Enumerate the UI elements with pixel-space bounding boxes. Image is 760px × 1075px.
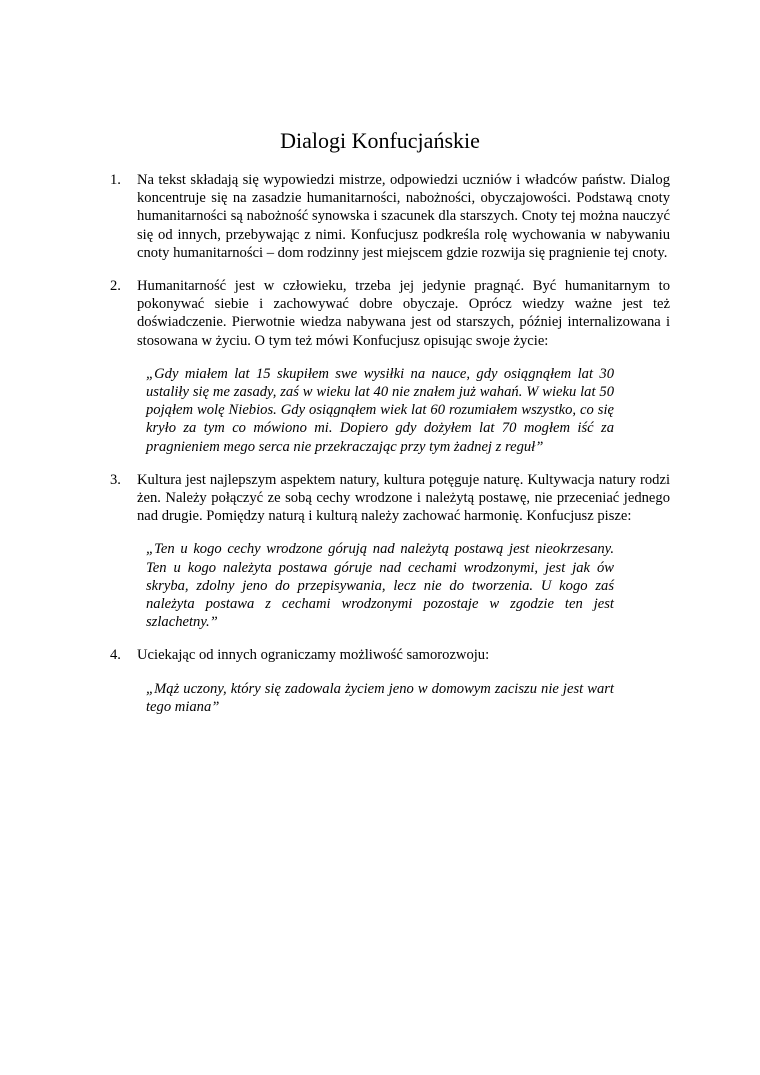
quote-block: „Mąż uczony, który się zadowala życiem jeno w domowym zaciszu nie jest wart tego miana”	[146, 680, 614, 715]
list-item-2	[110, 277, 670, 456]
paragraph: Humanitarność jest w człowieku, trzeba jej jedynie pragnąć. Być humanitarnym to pokonywać siebie i zachowywać dobre obyczaje. Oprócz wiedzy ważne jest też doświadczenie. Pierwotnie wiedza nabywana jest od starszych, później internalizowana i stosowana w życiu. O tym też mówi Konfucjusz opisując swoje życie:	[137, 278, 670, 349]
list-item-3	[110, 471, 670, 632]
paragraph: Uciekając od innych ograniczamy możliwość samorozwoju:	[137, 647, 490, 664]
quote-block: „Ten u kogo cechy wrodzone górują nad należytą postawą jest nieokrzesany. Ten u kogo należyta postawa góruje nad cechami wrodzonymi, jest jak ów skryba, zdolny jeno do przepisywania, lecz nie do tworzenia. U kogo zaś należyta postawa z cechami wrodzonymi pozostaje w zgodzie ten jest szlachetny.”	[146, 541, 614, 631]
list-item-1	[110, 171, 670, 262]
paragraph: Kultura jest najlepszym aspektem natury, kultura potęguje naturę. Kultywacja natury rodzi żen. Należy połączyć ze sobą cechy wrodzone i należytą postawę, nie przeceniać jednego nad drugie. Pomiędzy naturą i kulturą należy zachować harmonię. Konfucjusz pisze:	[137, 471, 670, 525]
document-title: Dialogi Konfucjańskie	[280, 128, 480, 153]
list-item-4	[110, 646, 670, 716]
quote-block: „Gdy miałem lat 15 skupiłem swe wysiłki na nauce, gdy osiągnąłem lat 30 ustaliły się me zasady, zaś w wieku lat 40 nie znałem już wahań. W wieku lat 50 pojąłem wolę Niebios. Gdy osiągnąłem wiek lat 60 rozumiałem wszystko, co się kryło za tym co mówiono mi. Dopiero gdy dożyłem lat 70 mogłem iść za pragnieniem mego serca nie przekraczając przy tym żadnej z reguł”	[146, 365, 614, 455]
list-number: 4.	[110, 647, 121, 664]
numbered-list	[110, 171, 670, 731]
list-number: 2.	[110, 278, 121, 295]
list-number: 3.	[110, 471, 121, 488]
paragraph: Na tekst składają się wypowiedzi mistrze, odpowiedzi uczniów i władców państw. Dialog koncentruje się na zasadzie humanitarności, nabożności, obyczajowości. Podstawą cnoty humanitarności są nabożność synowska i szacunek dla starszych. Cnoty tej można nauczyć się od innych, przebywając z nimi. Konfucjusz podkreśla rolę wychowania w nabywaniu cnoty humanitarności – dom rodzinny jest miejscem gdzie rozwija się pragnienie tej cnoty.	[137, 172, 670, 261]
list-number: 1.	[110, 172, 121, 188]
